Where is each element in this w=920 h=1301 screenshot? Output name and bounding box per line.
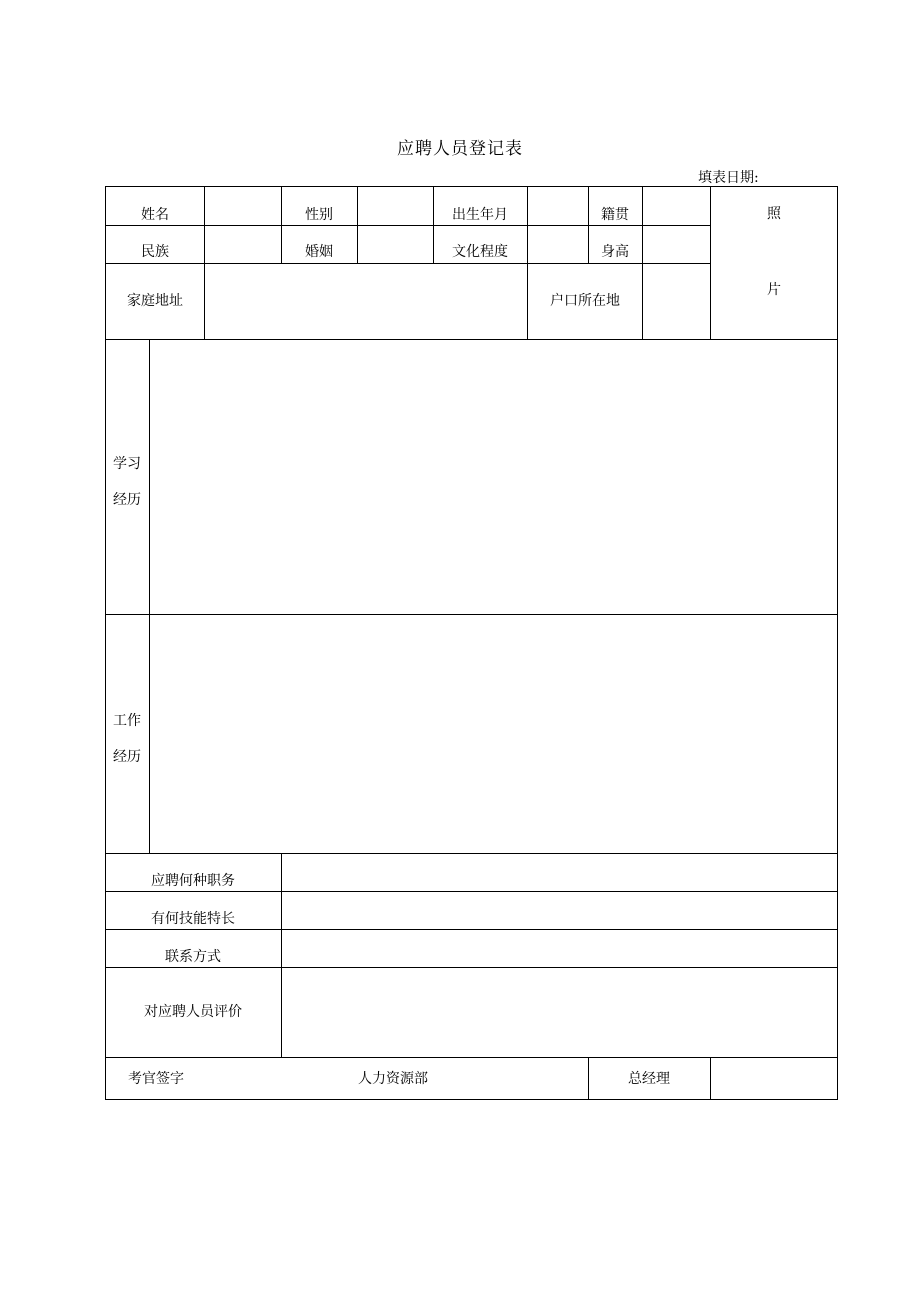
name-label: 姓名 — [141, 207, 169, 223]
education-label: 文化程度 — [452, 244, 508, 260]
contact-field[interactable] — [283, 931, 837, 966]
education-field[interactable] — [529, 227, 587, 262]
ethnicity-label: 民族 — [141, 244, 169, 260]
work-history-field[interactable] — [151, 616, 837, 852]
gender-field[interactable] — [359, 188, 432, 224]
contact-label: 联系方式 — [165, 949, 221, 965]
hukou-field[interactable] — [644, 265, 709, 338]
height-label: 身高 — [601, 244, 629, 260]
marriage-field[interactable] — [359, 227, 432, 262]
skills-label: 有何技能特长 — [151, 911, 235, 927]
position-label: 应聘何种职务 — [151, 873, 235, 889]
fill-date-label: 填表日期: — [698, 170, 759, 186]
position-field[interactable] — [283, 855, 837, 890]
hr-signature-field[interactable] — [107, 1059, 587, 1098]
skills-field[interactable] — [283, 893, 837, 928]
general-manager-signature-field[interactable] — [712, 1059, 837, 1098]
hukou-label: 户口所在地 — [550, 293, 620, 309]
general-manager-label: 总经理 — [628, 1071, 670, 1087]
address-field[interactable] — [206, 265, 526, 338]
photo-label-line1: 照 — [767, 206, 781, 222]
origin-label: 籍贯 — [601, 207, 629, 223]
height-field[interactable] — [644, 227, 709, 262]
marriage-label: 婚姻 — [305, 244, 333, 260]
name-field[interactable] — [206, 188, 280, 224]
work-label-line1: 工作 — [113, 713, 141, 729]
study-history-field[interactable] — [151, 341, 837, 613]
ethnicity-field[interactable] — [206, 227, 280, 262]
study-label-line2: 经历 — [113, 492, 141, 508]
evaluation-label: 对应聘人员评价 — [144, 1004, 242, 1020]
evaluation-field[interactable] — [283, 969, 837, 1056]
study-label — [107, 446, 147, 518]
hr-department-label: 人力资源部 — [358, 1071, 428, 1087]
origin-field[interactable] — [644, 188, 709, 224]
study-label-line1: 学习 — [113, 456, 141, 472]
address-label: 家庭地址 — [127, 293, 183, 309]
work-label — [107, 703, 147, 775]
work-label-line2: 经历 — [113, 749, 141, 765]
birth-label: 出生年月 — [452, 207, 508, 223]
photo-box[interactable] — [712, 188, 837, 338]
gender-label: 性别 — [305, 207, 333, 223]
birth-field[interactable] — [529, 188, 587, 224]
examiner-signature-label: 考官签字 — [128, 1071, 184, 1087]
photo-label-line2: 片 — [767, 282, 781, 298]
form-title: 应聘人员登记表 — [397, 139, 523, 159]
